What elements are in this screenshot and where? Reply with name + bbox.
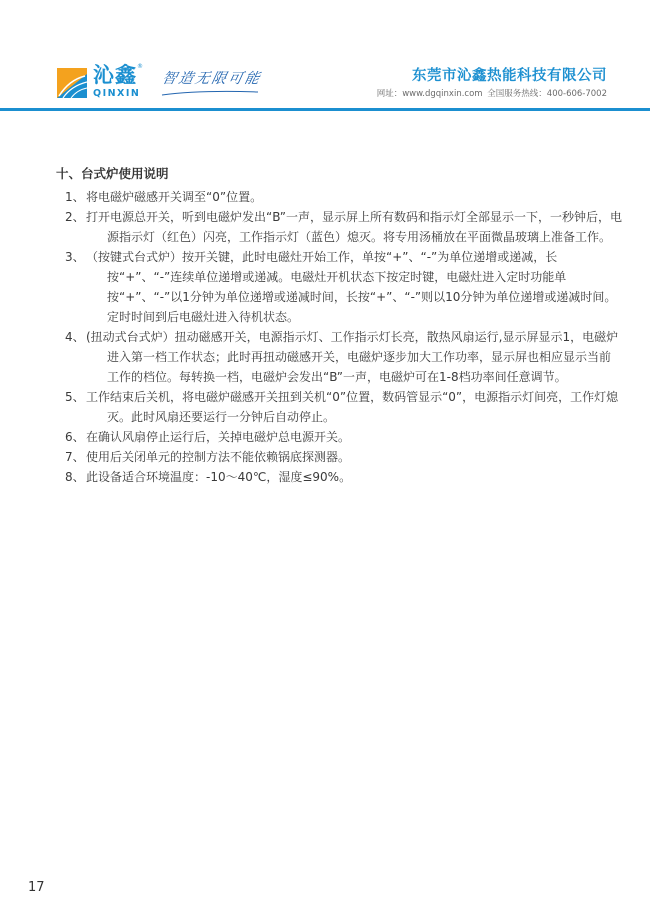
logo-text-cn: 沁鑫 xyxy=(93,63,137,87)
qinxin-logo-icon xyxy=(57,68,87,98)
section-title: 十、台式炉使用说明 xyxy=(56,166,169,181)
instruction-note: 定时时间到后电磁灶进入待机状态。 xyxy=(107,310,300,324)
registered-mark: ® xyxy=(137,63,143,70)
instruction-item: 4、(扭动式台式炉）扭动磁感开关，电源指示灯、工作指示灯长亮，散热风扇运行,显示屏显示1，电磁炉进入第一档工作状态；此时再扭动磁感开关，电磁炉逐步加大工作功率，显示屏也相应显示当前工作的档位。每转换一档，电磁炉会发出“B”一声，电磁炉可在1-8档功率间任意调节。 xyxy=(65,330,619,384)
instruction-item: 2、打开电源总开关，听到电磁炉发出“B”一声，显示屏上所有数码和指示灯全部显示一下，一秒钟后，电源指示灯（红色）闪亮，工作指示灯（蓝色）熄灭。将专用汤桶放在平面微晶玻璃上准备工作。 xyxy=(65,210,623,244)
website[interactable]: 网址：www.dgqinxin.com xyxy=(376,89,483,99)
instruction-item: 6、在确认风扇停止运行后，关掉电磁炉总电源开关。 xyxy=(65,430,351,444)
slogan: 智造无限可能 xyxy=(160,71,263,87)
company-name: 东莞市沁鑫热能科技有限公司 xyxy=(412,68,607,84)
hotline: 全国服务热线：400-606-7002 xyxy=(487,89,607,99)
contact-line xyxy=(375,90,607,99)
slogan-underline-icon xyxy=(160,89,260,97)
logo-text-en: QINXIN xyxy=(93,88,141,99)
page-header xyxy=(0,0,650,115)
instruction-item: 3、（按键式台式炉）按开关键，此时电磁灶开始工作，单按“+”、“-”为单位递增或递减，长按“+”、“-”连续单位递增或递减。电磁灶开机状态下按定时键，电磁灶进入定时功能单按“+”、“-”以1分钟为单位递增或递减时间，长按“+”、“-”则以10分钟为单位递增或递减时间。 定时时间到后电磁灶进入待机状态。 xyxy=(86,247,622,327)
instruction-item: 1、将电磁炉磁感开关调至“0”位置。 xyxy=(65,190,263,204)
instruction-item: 7、使用后关闭单元的控制方法不能依赖锅底探测器。 xyxy=(65,450,351,464)
header-divider xyxy=(0,108,650,111)
instruction-item: 5、工作结束后关机，将电磁炉磁感开关扭到关机“0”位置，数码管显示“0”，电源指示灯间亮，工作灯熄灭。此时风扇还要运行一分钟后自动停止。 xyxy=(65,390,619,424)
instruction-item: 8、此设备适合环境温度：-10～40℃，湿度≤90%。 xyxy=(65,470,352,484)
instruction-list xyxy=(65,187,623,487)
page-number: 17 xyxy=(28,880,45,895)
